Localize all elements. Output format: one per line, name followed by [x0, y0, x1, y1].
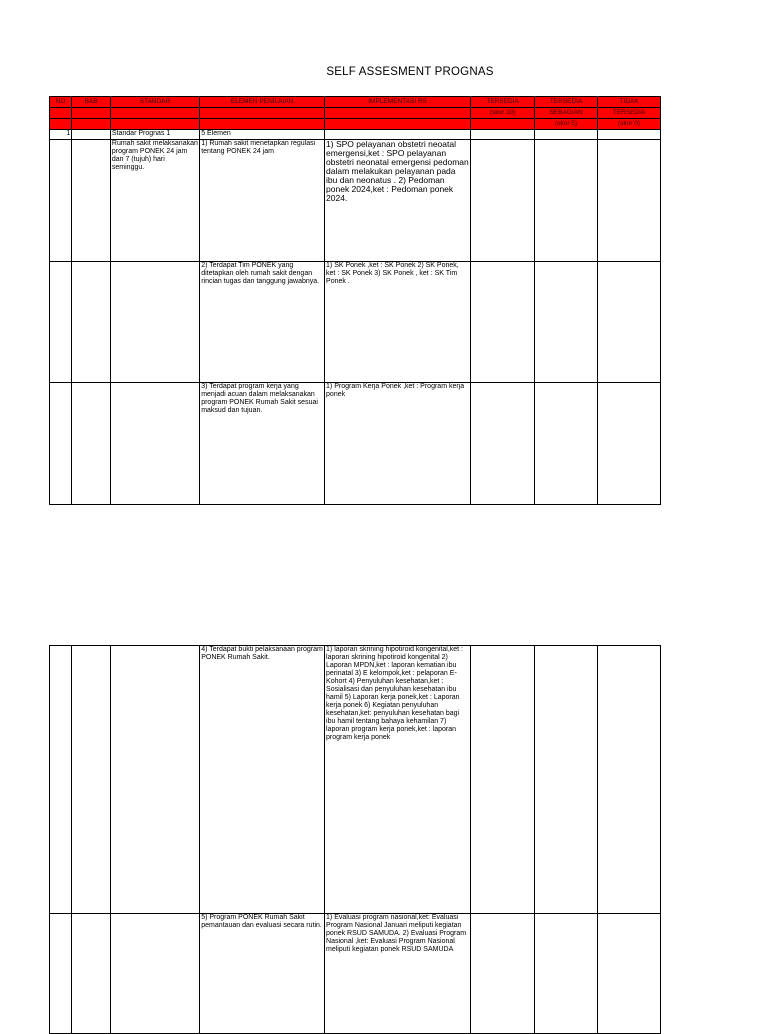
bab-cell: [72, 646, 111, 914]
score-tersedia[interactable]: [471, 914, 535, 1034]
bab-cell: [72, 140, 111, 262]
header-implementasi: IMPLEMENTASI RS: [325, 97, 471, 108]
header-cell: [72, 119, 111, 130]
standar-cell: [110, 383, 199, 505]
score-tersedia[interactable]: [471, 383, 535, 505]
implementasi-rs: 1) laporan skrining hipotiroid kongenital,ket : laporan skrining hipotiroid kongenital 2) Laporan MPDN,ket : laporan kematian ibu perinatal 3) E kelompok,ket : pelaporan E-Kohort 4) Penyuluhan kesehatan,ket : Sosialisasi dan penyuluhan kesehatan ibu hamil 5) Laporan kerja ponek,ket : Laporan kerja ponek 6) Kegiatan penyuluhan kesehatan,ket: penyuluhan kesehatan bagi ibu hamil tentang bahaya kehamilan 7) laporan program kerja ponek,ket : laporan program kerja ponek: [325, 646, 471, 914]
bab-cell: [72, 262, 111, 383]
table-row: [50, 262, 661, 383]
header-cell: [110, 119, 199, 130]
row-number: [50, 383, 72, 505]
header-cell: [72, 108, 111, 119]
assessment-table-continued: [49, 645, 661, 1034]
implementasi-rs: 1) Program Kerja Ponek ,ket : Program kerja ponek: [325, 383, 471, 505]
elemen-penilaian: 2) Terdapat Tim PONEK yang ditetapkan oleh rumah sakit dengan rincian tugas dan tanggung jawabnya.: [200, 262, 325, 383]
row-number: [50, 262, 72, 383]
score-tidak[interactable]: [598, 262, 661, 383]
elemen-count: 5 Elemen: [200, 130, 325, 140]
row-number: [50, 914, 72, 1034]
header-cell: [50, 108, 72, 119]
bab-cell: [72, 383, 111, 505]
row-number: [50, 140, 72, 262]
standar-name: Standar Prognas 1: [110, 130, 199, 140]
table-row: [50, 140, 661, 262]
row-number: 1: [50, 130, 72, 140]
table-row: [50, 383, 661, 505]
header-cell: [50, 119, 72, 130]
header-skor-0: (skor 0): [598, 119, 661, 130]
score-tidak[interactable]: [598, 140, 661, 262]
row-number: [50, 646, 72, 914]
table-row: [50, 646, 661, 914]
header-cell: [200, 108, 325, 119]
header-cell: [325, 108, 471, 119]
standar-cell: [110, 262, 199, 383]
elemen-penilaian: 5) Program PONEK Rumah Sakit pemantauan dan evaluasi secara rutin.: [200, 914, 325, 1034]
header-row-3: [50, 119, 661, 130]
summary-row: [50, 130, 661, 140]
assessment-table: [49, 96, 661, 505]
elemen-penilaian: 4) Terdapat bukti pelaksanaan program PONEK Rumah Sakit.: [200, 646, 325, 914]
standar-description: Rumah sakit melaksanakan program PONEK 24 jam dan 7 (tujuh) hari seminggu.: [110, 140, 199, 262]
header-skor-5: (skor 5): [535, 119, 598, 130]
score-cell: [598, 130, 661, 140]
header-cell: [325, 119, 471, 130]
score-sebagian[interactable]: [535, 914, 598, 1034]
score-tersedia[interactable]: [471, 262, 535, 383]
header-row-2: [50, 108, 661, 119]
standar-cell: [110, 914, 199, 1034]
header-cell: [471, 119, 535, 130]
score-tersedia[interactable]: [471, 140, 535, 262]
header-elemen: ELEMEN PENILAIAN: [200, 97, 325, 108]
header-cell: [200, 119, 325, 130]
standar-cell: [110, 646, 199, 914]
table-row: [50, 914, 661, 1034]
header-skor-10: (skor 10): [471, 108, 535, 119]
bab-cell: [72, 130, 111, 140]
score-cell: [535, 130, 598, 140]
implementasi-rs: 1) SK Ponek ,ket : SK Ponek 2) SK Ponek, ket : SK Ponek 3) SK Ponek , ket : SK Tim Ponek .: [325, 262, 471, 383]
score-tidak[interactable]: [598, 914, 661, 1034]
implementasi-rs: 1) Evaluasi program nasional,ket: Evaluasi Program Nasional Januari meliputi kegiatan ponek RSUD SAMUDA. 2) Evaluasi Program Nasional ,ket: Evaluasi Program Nasional meliputi kegiatan ponek RSUD SAMUDA: [325, 914, 471, 1034]
header-tersedia-2: TERSEDIA: [598, 108, 661, 119]
implementasi-rs: 1) SPO pelayanan obstetri neoatal emergensi,ket : SPO pelayanan obstetri neonatal emergensi pedoman dalam melakukan pelayanan pada ibu dan neonatus . 2) Pedoman ponek 2024,ket : Pedoman ponek 2024.: [325, 140, 471, 262]
page-title: SELF ASSESMENT PROGNAS: [326, 66, 494, 78]
header-standar: STANDAR: [110, 97, 199, 108]
header-cell: [110, 108, 199, 119]
elemen-penilaian: 3) Terdapat program kerja yang menjadi acuan dalam melaksanakan program PONEK Rumah Sakit sesuai maksud dan tujuan.: [200, 383, 325, 505]
header-sebagian: SEBAGIAN: [535, 108, 598, 119]
score-tidak[interactable]: [598, 383, 661, 505]
score-sebagian[interactable]: [535, 262, 598, 383]
score-sebagian[interactable]: [535, 140, 598, 262]
header-no: NO: [50, 97, 72, 108]
header-tersedia-sebagian: TERSEDIA: [535, 97, 598, 108]
score-tersedia[interactable]: [471, 646, 535, 914]
score-sebagian[interactable]: [535, 383, 598, 505]
score-sebagian[interactable]: [535, 646, 598, 914]
score-cell: [471, 130, 535, 140]
bab-cell: [72, 914, 111, 1034]
header-row-1: [50, 97, 661, 108]
header-tersedia: TERSEDIA: [471, 97, 535, 108]
implementasi-cell: [325, 130, 471, 140]
header-bab: BAB: [72, 97, 111, 108]
score-tidak[interactable]: [598, 646, 661, 914]
header-tidak-tersedia: TIDAK: [598, 97, 661, 108]
elemen-penilaian: 1) Rumah sakit menetapkan regulasi tentang PONEK 24 jam: [200, 140, 325, 262]
